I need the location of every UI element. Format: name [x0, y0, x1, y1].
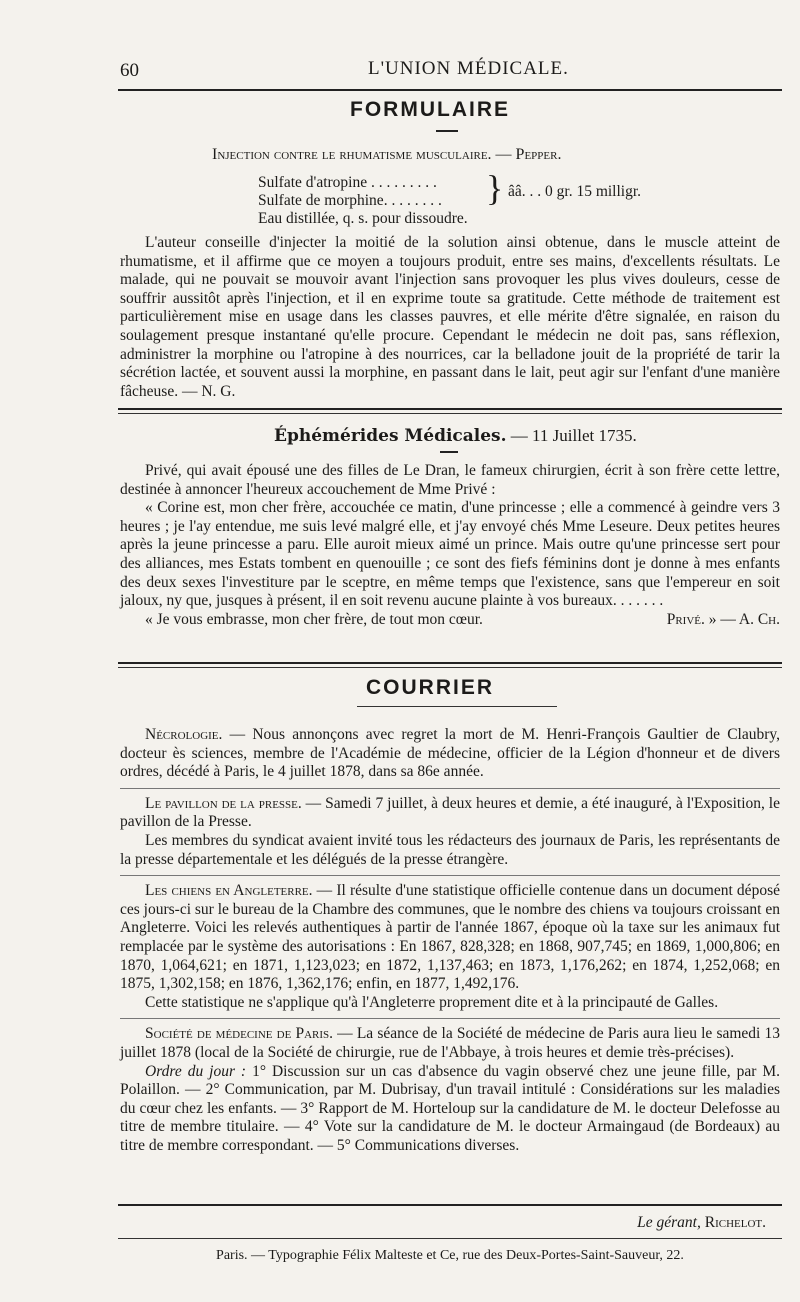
formulaire-paragraph: L'auteur conseille d'injecter la moitié de la solution ainsi obtenue, dans le muscle atteint de rhumatisme, et il affirme que ce moyen a toujours produit, entre ses mains, d'excellents résultats. Le malade, qui ne pouvait se mouvoir avant l'injection sans provoquer les plus vives douleurs, cesse de souffrir aussitôt après l'injection, et il en exprime toute sa gratitude. Cette méthode de traitement est particulièrement mise en usage dans les classes pauvres, et elle mérite d'être signalée, en raison du soulagement presque instantané qu'elle procure. Cependant le médecin ne doit pas, sans réflexion, administrer la morphine ou l'atropine à des nourrices, car la belladone jouit de la propriété de tarir la sécrétion lactée, et souvent aussi la morphine, en passant dans le lait, peut agir sur l'enfant d'une manière fâcheuse. — N. G. [120, 234, 780, 400]
formulaire-subtitle: Injection contre le rhumatisme musculaire. — Pepper. [212, 146, 562, 163]
title-dash [436, 130, 458, 132]
courrier-underline [357, 706, 557, 707]
necrologie-paragraph: Nécrologie. — Nous annonçons avec regret la mort de M. Henri-François Gaultier de Claubry, docteur ès sciences, membre de l'Académie de médecine, officier de la Légion d'honneur et de divers ordres, décédé à Paris, le 4 juillet 1878, dans sa 86e année. [120, 726, 780, 781]
chiens-paragraph: Les chiens en Angleterre. — Il résulte d'une statistique officielle contenue dans un document déposé ces jours-ci sur le bureau de la Chambre des communes, que le nombre des chiens va toujours croissant en Angleterre. Voici les relevés authentiques à partir de l'année 1867, époque où la taxe sur les animaux fut remplacée par le système des autorisations : En 1867, 828,328; en 1868, 907,745; en 1869, 1,000,806; en 1870, 1,064,621; en 1871, 1,123,023; en 1872, 1,137,463; en 1873, 1,176,262; en 1874, 1,252,068; en 1875, 1,302,158; en 1876, 1,362,176; enfin, en 1877, 1,492,176. [120, 882, 780, 993]
pavillon-head: Le pavillon de la presse. [145, 794, 302, 812]
courrier-title: COURRIER [365, 676, 494, 699]
ephemerides-dash [440, 451, 458, 453]
formulaire-title: FORMULAIRE [350, 98, 510, 121]
ordre-paragraph: Ordre du jour : 1° Discussion sur un cas d'absence du vagin observé chez une jeune fille, par M. Polaillon. — 2° Communication, par M. Dubrisay, d'un travail intitulé : Considérations sur les maladies du cœur chez les enfants. — 3° Rapport de M. Horteloup sur la candidature de M. le docteur Delefosse au titre de membre titulaire. — 4° Vote sur la candidature de M. le docteur Armaingaud (de Bordeaux) au titre de membre correspondant. — 5° Communications diverses. [120, 1062, 780, 1154]
footer-rule [118, 1238, 782, 1239]
printer-imprint: Paris. — Typographie Félix Malteste et Ce, rue des Deux-Portes-Saint-Sauveur, 22. [216, 1248, 684, 1263]
header-rule [118, 89, 782, 91]
ephemerides-body [120, 462, 780, 629]
ephemerides-intro: Privé, qui avait épousé une des filles de Le Dran, le fameux chirurgien, écrit à son frère cette lettre, destinée à annoncer l'heureux accouchement de Mme Privé : [120, 462, 780, 498]
gerant-label: Le gérant, [637, 1214, 701, 1231]
section-rule [118, 408, 782, 410]
section-rule-thin [118, 667, 782, 668]
societe-paragraph: Société de médecine de Paris. — La séance de la Société de médecine de Paris aura lieu le samedi 13 juillet 1878 (local de la Société de chirurgie, rue de l'Abbaye, à trois heures et demie très-précises). [120, 1025, 780, 1061]
ephemerides-signature: Privé. » — A. Ch. [666, 610, 780, 628]
ephemerides-closing-line [120, 611, 780, 630]
ingredient-dose: ââ. . . 0 gr. 15 milligr. [508, 183, 642, 200]
chiens-head: Les chiens en Angleterre. [145, 882, 313, 900]
brace-icon: } [486, 168, 504, 208]
ephemerides-date: — 11 Juillet 1735. [506, 426, 637, 445]
page-number: 60 [120, 60, 139, 81]
pavillon-paragraph-2: Les membres du syndicat avaient invité tous les rédacteurs des journaux de Paris, les représentants de la presse départementale et les délégués de la presse étrangère. [120, 831, 780, 868]
section-rule-thin [118, 413, 782, 414]
divider [120, 788, 780, 789]
divider [120, 1018, 780, 1019]
necrologie-head: Nécrologie. [145, 726, 223, 743]
ephemerides-heading [274, 426, 637, 446]
chiens-paragraph-2: Cette statistique ne s'applique qu'à l'Angleterre proprement dite et à la principauté de Galles. [145, 993, 719, 1011]
pavillon-paragraph: Le pavillon de la presse. — Samedi 7 juillet, à deux heures et demie, a été inauguré, à l'Exposition, le pavillon de la Presse. [120, 794, 780, 831]
ephemerides-closing: « Je vous embrasse, mon cher frère, de tout mon cœur. [145, 610, 483, 628]
divider [120, 875, 780, 876]
gerant-name: Richelot. [704, 1214, 766, 1231]
courrier-body [120, 726, 780, 1155]
journal-title: L'UNION MÉDICALE. [368, 58, 569, 79]
ingredient-water: Eau distillée, q. s. pour dissoudre. [258, 210, 468, 227]
section-rule [118, 662, 782, 664]
ephemerides-letter: « Corine est, mon cher frère, accouchée ce matin, d'une princesse ; elle a commencé à geindre vers 3 heures ; je l'ay entendue, me suis levé malgré elle, et j'ay envoyé chés Mme Leseure. Deux petites heures après la jeune princesse a paru. Elle auroit mieux aimé un prince. Mais outre qu'une princesse sert pour des alliances, mes Estats tombent en quenouille ; ce sont des fiefs féminins dont je donne à mes enfants des deux sexes l'investiture par le sceptre, en même temps que l'existence, sans que l'empereur en soit jaloux, ny que, jusques à présent, il en soit revenu aucune plainte à vos bureaux. . . . . . . [120, 499, 780, 610]
ordre-head: Ordre du jour : [145, 1062, 247, 1080]
societe-head: Société de médecine de Paris. [145, 1025, 334, 1043]
ingredient-morphine: Sulfate de morphine. . . . . . . . [258, 192, 442, 209]
bottom-rule [118, 1204, 782, 1206]
ingredient-atropine: Sulfate d'atropine . . . . . . . . . [258, 174, 437, 191]
ephemerides-title: Éphémérides Médicales. [274, 426, 507, 446]
gerant-signature [637, 1214, 766, 1232]
